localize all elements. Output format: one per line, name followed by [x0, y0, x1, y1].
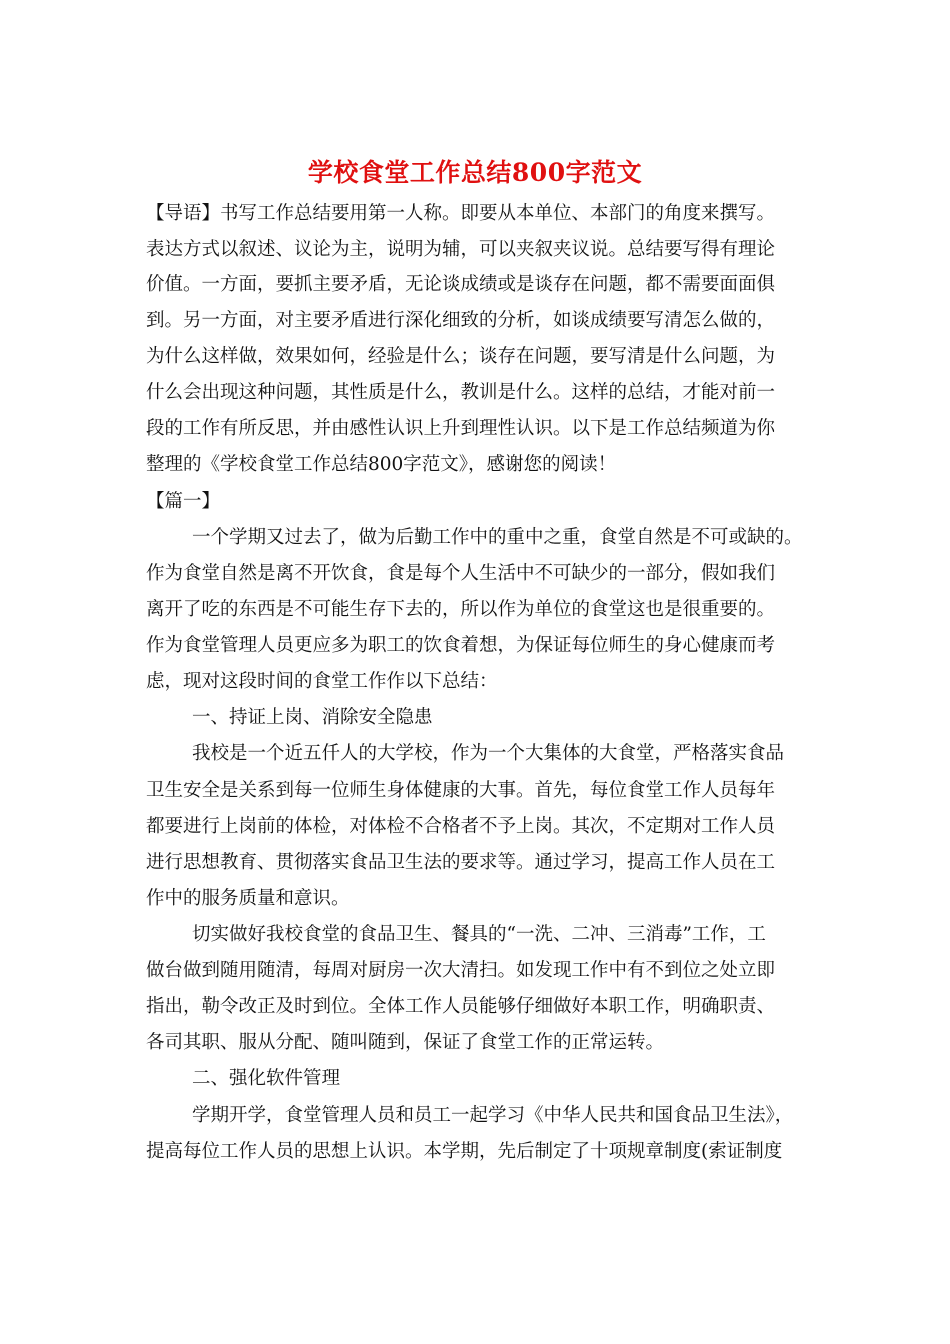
paragraph-line: 提高每位工作人员的思想上认识。本学期，先后制定了十项规章制度(索证制度: [146, 1141, 783, 1162]
paragraph-line: 作为食堂管理人员更应多为职工的饮食着想，为保证每位师生的身心健康而考: [146, 635, 776, 656]
subheading: 二、强化软件管理: [192, 1068, 341, 1089]
intro-line: 整理的《学校食堂工作总结800字范文》，感谢您的阅读！: [146, 454, 617, 475]
paragraph-line: 作中的服务质量和意识。: [146, 888, 350, 909]
paragraph-line: 离开了吃的东西是不可能生存下去的，所以作为单位的食堂这也是很重要的。: [146, 599, 776, 620]
paragraph-line: 都要进行上岗前的体检，对体检不合格者不予上岗。其次，不定期对工作人员: [146, 816, 776, 837]
paragraph-line: 一个学期又过去了，做为后勤工作中的重中之重，食堂自然是不可或缺的。: [192, 527, 803, 548]
paragraph-line: 各司其职、服从分配、随叫随到，保证了食堂工作的正常运转。: [146, 1032, 665, 1053]
intro-line: 到。另一方面，对主要矛盾进行深化细致的分析，如谈成绩要写清怎么做的，: [146, 310, 776, 331]
paragraph-line: 作为食堂自然是离不开饮食，食是每个人生活中不可缺少的一部分，假如我们: [146, 563, 776, 584]
paragraph-line: 指出，勒令改正及时到位。全体工作人员能够仔细做好本职工作，明确职责、: [146, 996, 776, 1017]
paragraph-line: 虑，现对这段时间的食堂工作作以下总结：: [146, 671, 498, 692]
paragraph-line: 切实做好我校食堂的食品卫生、餐具的“一洗、二冲、三消毒”工作，工: [192, 924, 766, 945]
paragraph-line: 卫生安全是关系到每一位师生身体健康的大事。首先，每位食堂工作人员每年: [146, 780, 776, 801]
paragraph-line: 做台做到随用随清，每周对厨房一次大清扫。如发现工作中有不到位之处立即: [146, 960, 776, 981]
intro-line: 段的工作有所反思，并由感性认识上升到理性认识。以下是工作总结频道为你: [146, 418, 776, 439]
section-heading: 【篇一】: [146, 491, 221, 512]
intro-line: 【导语】书写工作总结要用第一人称。即要从本单位、本部门的角度来撰写。: [146, 203, 776, 224]
intro-line: 价值。一方面，要抓主要矛盾，无论谈成绩或是谈存在问题，都不需要面面俱: [146, 274, 776, 295]
intro-line: 表达方式以叙述、议论为主，说明为辅，可以夹叙夹议说。总结要写得有理论: [146, 239, 776, 260]
document-title: 学校食堂工作总结800字范文: [307, 158, 643, 187]
intro-line: 什么会出现这种问题，其性质是什么，教训是什么。这样的总结，才能对前一: [146, 382, 776, 403]
paragraph-line: 进行思想教育、贯彻落实食品卫生法的要求等。通过学习，提高工作人员在工: [146, 852, 776, 873]
subheading: 一、持证上岗、消除安全隐患: [192, 707, 433, 728]
paragraph-line: 我校是一个近五仟人的大学校，作为一个大集体的大食堂，严格落实食品: [192, 743, 785, 764]
paragraph-line: 学期开学，食堂管理人员和员工一起学习《中华人民共和国食品卫生法》，: [192, 1105, 794, 1126]
intro-line: 为什么这样做，效果如何，经验是什么；谈存在问题，要写清是什么问题，为: [146, 346, 776, 367]
